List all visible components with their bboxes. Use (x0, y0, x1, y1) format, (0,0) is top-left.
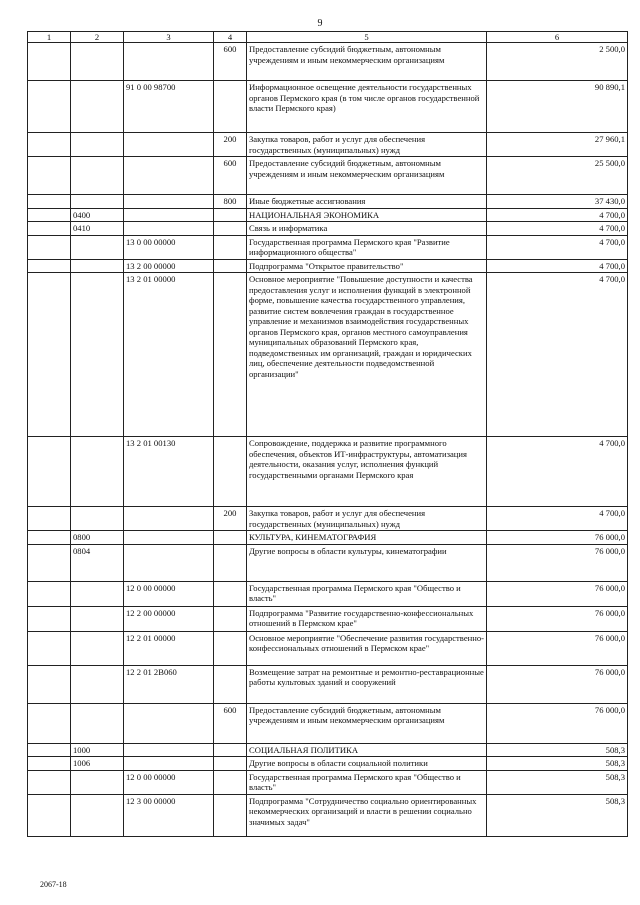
cell-c4 (214, 259, 247, 272)
cell-c2 (71, 770, 124, 794)
cell-c2 (71, 259, 124, 272)
cell-c1 (28, 208, 71, 221)
cell-c6: 27 960,1 (487, 133, 628, 157)
cell-c5: Другие вопросы в области культуры, кинематографии (247, 544, 487, 581)
cell-c4 (214, 531, 247, 544)
cell-c1 (28, 544, 71, 581)
cell-c2 (71, 665, 124, 703)
cell-c4 (214, 208, 247, 221)
cell-c4: 600 (214, 703, 247, 743)
table-row (28, 531, 628, 544)
cell-c4 (214, 757, 247, 770)
cell-c5: Предоставление субсидий бюджетным, автономным учреждениям и иным некоммерческим организациям (247, 43, 487, 81)
cell-c5: Предоставление субсидий бюджетным, автономным учреждениям и иным некоммерческим организациям (247, 157, 487, 195)
cell-c3 (124, 222, 214, 235)
cell-c2 (71, 437, 124, 507)
cell-c4 (214, 235, 247, 259)
cell-c1 (28, 437, 71, 507)
cell-c6: 4 700,0 (487, 235, 628, 259)
cell-c1 (28, 81, 71, 133)
cell-c5: Предоставление субсидий бюджетным, автономным учреждениям и иным некоммерческим организациям (247, 703, 487, 743)
cell-c6: 4 700,0 (487, 208, 628, 221)
cell-c4 (214, 743, 247, 756)
cell-c1 (28, 743, 71, 756)
cell-c5: Подпрограмма "Развитие государственно-конфессиональных отношений в Пермском крае" (247, 606, 487, 631)
cell-c1 (28, 606, 71, 631)
cell-c4: 600 (214, 43, 247, 81)
cell-c4 (214, 437, 247, 507)
cell-c5: Основное мероприятие "Повышение доступности и качества предоставления услуг и исполнения функций в электронной форме, повышение качества государственного управления, развитие систем вовлечения граждан в государственное управление и механизмов взаимодействия государственных органов Пермского края, органов местного самоуправления муниципальных образований Пермского края, подведомственных им организаций, граждан и юридических лиц, обеспечение деятельности подведомственной организации" (247, 273, 487, 437)
cell-c1 (28, 581, 71, 606)
header-col-6: 6 (487, 32, 628, 43)
table-row (28, 794, 628, 836)
cell-c1 (28, 531, 71, 544)
cell-c1 (28, 273, 71, 437)
cell-c3: 12 2 01 2В060 (124, 665, 214, 703)
cell-c4 (214, 581, 247, 606)
cell-c6: 2 500,0 (487, 43, 628, 81)
cell-c2 (71, 703, 124, 743)
cell-c1 (28, 507, 71, 531)
cell-c6: 76 000,0 (487, 581, 628, 606)
cell-c1 (28, 259, 71, 272)
table-row (28, 743, 628, 756)
cell-c2: 0804 (71, 544, 124, 581)
cell-c2 (71, 81, 124, 133)
cell-c5: Государственная программа Пермского края "Общество и власть" (247, 581, 487, 606)
cell-c5: Связь и информатика (247, 222, 487, 235)
cell-c6: 4 700,0 (487, 273, 628, 437)
cell-c5: Государственная программа Пермского края "Общество и власть" (247, 770, 487, 794)
cell-c5: Основное мероприятие "Обеспечение развития государственно-конфессиональных отношений в Пермском крае" (247, 631, 487, 665)
table-row (28, 437, 628, 507)
page-number: 9 (317, 18, 323, 29)
cell-c5: Сопровождение, поддержка и развитие программного обеспечения, объектов ИТ-инфраструктуры, автоматизация деятельности, оказания услуг, исполнения функций государственными органами Пермского края (247, 437, 487, 507)
cell-c3 (124, 531, 214, 544)
cell-c4 (214, 770, 247, 794)
cell-c5: СОЦИАЛЬНАЯ ПОЛИТИКА (247, 743, 487, 756)
cell-c2 (71, 606, 124, 631)
cell-c2 (71, 273, 124, 437)
cell-c1 (28, 665, 71, 703)
cell-c4 (214, 606, 247, 631)
cell-c5: Подпрограмма "Открытое правительство" (247, 259, 487, 272)
cell-c3: 13 2 01 00000 (124, 273, 214, 437)
header-col-3: 3 (124, 32, 214, 43)
cell-c1 (28, 222, 71, 235)
cell-c2 (71, 794, 124, 836)
cell-c2 (71, 133, 124, 157)
cell-c6: 508,3 (487, 770, 628, 794)
cell-c3: 12 3 00 00000 (124, 794, 214, 836)
cell-c4 (214, 222, 247, 235)
cell-c6: 25 500,0 (487, 157, 628, 195)
table-row (28, 259, 628, 272)
cell-c2 (71, 507, 124, 531)
cell-c4: 200 (214, 133, 247, 157)
cell-c4 (214, 794, 247, 836)
cell-c3 (124, 195, 214, 208)
cell-c6: 4 700,0 (487, 259, 628, 272)
budget-table (27, 31, 628, 837)
cell-c4: 600 (214, 157, 247, 195)
cell-c6: 508,3 (487, 743, 628, 756)
cell-c4 (214, 665, 247, 703)
table-row (28, 606, 628, 631)
cell-c4 (214, 631, 247, 665)
cell-c2: 0400 (71, 208, 124, 221)
cell-c6: 37 430,0 (487, 195, 628, 208)
cell-c3 (124, 703, 214, 743)
cell-c2: 1000 (71, 743, 124, 756)
cell-c2: 0410 (71, 222, 124, 235)
cell-c3: 91 0 00 98700 (124, 81, 214, 133)
cell-c3 (124, 743, 214, 756)
cell-c5: Другие вопросы в области социальной политики (247, 757, 487, 770)
cell-c1 (28, 757, 71, 770)
cell-c6: 76 000,0 (487, 544, 628, 581)
cell-c6: 76 000,0 (487, 531, 628, 544)
cell-c6: 4 700,0 (487, 507, 628, 531)
cell-c2 (71, 195, 124, 208)
header-col-1: 1 (28, 32, 71, 43)
cell-c5: Информационное освещение деятельности государственных органов Пермского края (в том числе органов государственной власти Пермского края) (247, 81, 487, 133)
cell-c1 (28, 43, 71, 81)
cell-c2: 0800 (71, 531, 124, 544)
table-row (28, 195, 628, 208)
table-row (28, 757, 628, 770)
cell-c1 (28, 133, 71, 157)
table-row (28, 770, 628, 794)
cell-c3 (124, 157, 214, 195)
cell-c5: Закупка товаров, работ и услуг для обеспечения государственных (муниципальных) нужд (247, 507, 487, 531)
cell-c3 (124, 133, 214, 157)
table-row (28, 81, 628, 133)
cell-c2 (71, 581, 124, 606)
cell-c2 (71, 157, 124, 195)
cell-c1 (28, 195, 71, 208)
cell-c1 (28, 631, 71, 665)
table-row (28, 235, 628, 259)
table-row (28, 43, 628, 81)
cell-c3: 13 2 00 00000 (124, 259, 214, 272)
cell-c6: 508,3 (487, 757, 628, 770)
table-row (28, 507, 628, 531)
table-row (28, 544, 628, 581)
cell-c6: 90 890,1 (487, 81, 628, 133)
cell-c3 (124, 757, 214, 770)
cell-c5: КУЛЬТУРА, КИНЕМАТОГРАФИЯ (247, 531, 487, 544)
cell-c4: 800 (214, 195, 247, 208)
cell-c3: 12 2 00 00000 (124, 606, 214, 631)
table-row (28, 273, 628, 437)
cell-c6: 76 000,0 (487, 606, 628, 631)
cell-c2 (71, 235, 124, 259)
table-row (28, 665, 628, 703)
cell-c5: Иные бюджетные ассигнования (247, 195, 487, 208)
document-code: 2067-18 (40, 880, 67, 889)
cell-c3 (124, 507, 214, 531)
table-row (28, 157, 628, 195)
cell-c1 (28, 794, 71, 836)
cell-c3: 13 2 01 00130 (124, 437, 214, 507)
table-row (28, 581, 628, 606)
cell-c4: 200 (214, 507, 247, 531)
cell-c3: 12 2 01 00000 (124, 631, 214, 665)
table-row (28, 631, 628, 665)
cell-c6: 76 000,0 (487, 631, 628, 665)
table-row (28, 208, 628, 221)
cell-c3 (124, 208, 214, 221)
cell-c5: Возмещение затрат на ремонтные и ремонтно-реставрационные работы культовых зданий и сооружений (247, 665, 487, 703)
cell-c3 (124, 43, 214, 81)
table-row (28, 222, 628, 235)
cell-c6: 4 700,0 (487, 437, 628, 507)
cell-c4 (214, 544, 247, 581)
cell-c6: 76 000,0 (487, 665, 628, 703)
table-row (28, 133, 628, 157)
cell-c2 (71, 631, 124, 665)
cell-c5: НАЦИОНАЛЬНАЯ ЭКОНОМИКА (247, 208, 487, 221)
cell-c6: 508,3 (487, 794, 628, 836)
table-row (28, 703, 628, 743)
cell-c5: Государственная программа Пермского края "Развитие информационного общества" (247, 235, 487, 259)
cell-c1 (28, 157, 71, 195)
cell-c2: 1006 (71, 757, 124, 770)
cell-c2 (71, 43, 124, 81)
cell-c1 (28, 770, 71, 794)
header-col-5: 5 (247, 32, 487, 43)
cell-c1 (28, 703, 71, 743)
cell-c6: 4 700,0 (487, 222, 628, 235)
cell-c6: 76 000,0 (487, 703, 628, 743)
cell-c3: 12 0 00 00000 (124, 581, 214, 606)
cell-c4 (214, 81, 247, 133)
header-col-2: 2 (71, 32, 124, 43)
cell-c4 (214, 273, 247, 437)
header-col-4: 4 (214, 32, 247, 43)
cell-c3: 12 0 00 00000 (124, 770, 214, 794)
cell-c5: Подпрограмма "Сотрудничество социально ориентированных некоммерческих организаций и власти в решении социально значимых задач" (247, 794, 487, 836)
header-row (28, 32, 628, 43)
cell-c5: Закупка товаров, работ и услуг для обеспечения государственных (муниципальных) нужд (247, 133, 487, 157)
cell-c1 (28, 235, 71, 259)
cell-c3: 13 0 00 00000 (124, 235, 214, 259)
cell-c3 (124, 544, 214, 581)
